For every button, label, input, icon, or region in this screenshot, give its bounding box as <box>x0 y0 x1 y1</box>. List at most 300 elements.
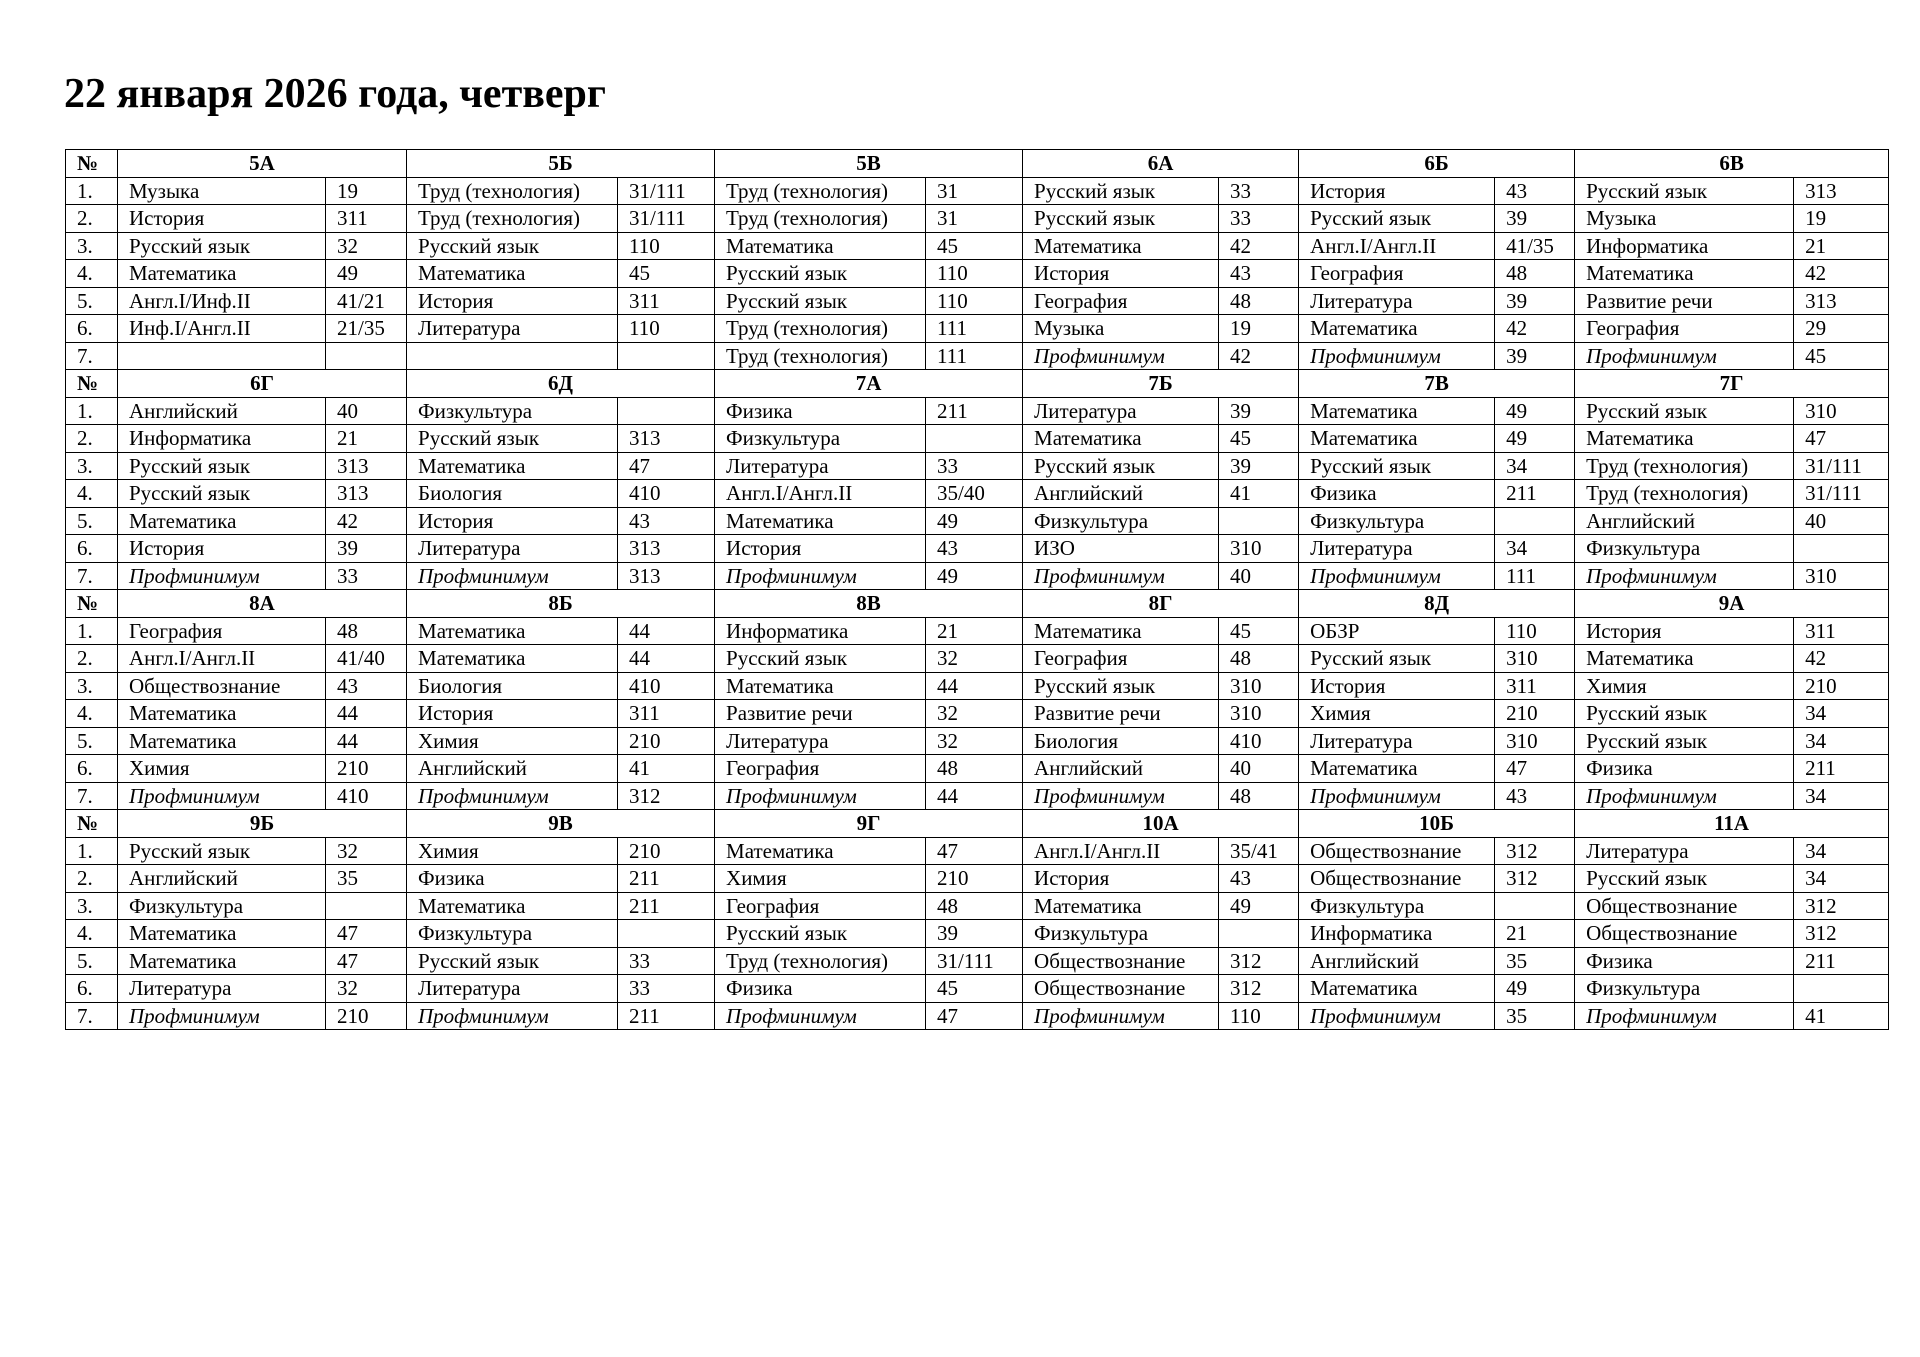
subject-cell: Профминимум <box>1575 782 1794 810</box>
room-cell: 32 <box>326 232 407 260</box>
lesson-row <box>66 535 1889 563</box>
subject-cell: Литература <box>1575 837 1794 865</box>
room-cell: 32 <box>926 645 1023 673</box>
subject-cell: Профминимум <box>715 782 926 810</box>
room-cell: 31/111 <box>1794 452 1889 480</box>
subject-cell: Профминимум <box>1575 1002 1794 1030</box>
class-name-header: 7А <box>715 370 1023 398</box>
room-cell: 41/40 <box>326 645 407 673</box>
subject-cell: История <box>1299 672 1495 700</box>
room-cell: 45 <box>1794 342 1889 370</box>
room-cell: 312 <box>1794 892 1889 920</box>
subject-cell: История <box>407 507 618 535</box>
room-cell: 33 <box>326 562 407 590</box>
subject-cell: Профминимум <box>1299 562 1495 590</box>
subject-cell: Информатика <box>1575 232 1794 260</box>
lesson-row <box>66 920 1889 948</box>
subject-cell: Обществознание <box>1299 837 1495 865</box>
room-cell: 313 <box>1794 177 1889 205</box>
class-name-header: 6Г <box>118 370 407 398</box>
subject-cell: Английский <box>1023 755 1219 783</box>
room-cell <box>1495 507 1575 535</box>
lesson-row <box>66 892 1889 920</box>
lesson-number: 3. <box>66 232 118 260</box>
lesson-number: 2. <box>66 645 118 673</box>
subject-cell: Математика <box>407 645 618 673</box>
subject-cell: Математика <box>118 727 326 755</box>
subject-cell: Русский язык <box>715 920 926 948</box>
room-cell: 21 <box>1794 232 1889 260</box>
subject-cell: Труд (технология) <box>715 315 926 343</box>
lesson-row <box>66 837 1889 865</box>
room-cell: 110 <box>926 287 1023 315</box>
room-cell: 111 <box>926 315 1023 343</box>
subject-cell: Русский язык <box>1023 672 1219 700</box>
subject-cell: Физкультура <box>1299 507 1495 535</box>
subject-cell: Математика <box>1023 232 1219 260</box>
subject-cell: Информатика <box>118 425 326 453</box>
room-cell <box>1794 535 1889 563</box>
room-cell: 211 <box>1495 480 1575 508</box>
subject-cell: Русский язык <box>1299 452 1495 480</box>
lesson-number: 6. <box>66 315 118 343</box>
subject-cell: Биология <box>1023 727 1219 755</box>
subject-cell: Английский <box>118 865 326 893</box>
class-name-header: 10А <box>1023 810 1299 838</box>
lesson-number: 5. <box>66 947 118 975</box>
room-cell: 210 <box>326 755 407 783</box>
room-cell: 45 <box>618 260 715 288</box>
subject-cell: Литература <box>1299 535 1495 563</box>
lesson-number: 4. <box>66 480 118 508</box>
room-cell: 21/35 <box>326 315 407 343</box>
class-name-header: 5А <box>118 150 407 178</box>
subject-cell: Математика <box>118 920 326 948</box>
subject-cell: Физика <box>1575 947 1794 975</box>
subject-cell: Химия <box>118 755 326 783</box>
subject-cell: Профминимум <box>1023 1002 1219 1030</box>
lesson-number: 3. <box>66 892 118 920</box>
room-cell: 312 <box>1219 975 1299 1003</box>
room-cell: 44 <box>926 672 1023 700</box>
class-name-header: 10Б <box>1299 810 1575 838</box>
subject-cell: Русский язык <box>118 480 326 508</box>
subject-cell: Математика <box>1575 425 1794 453</box>
room-cell: 39 <box>1495 205 1575 233</box>
room-cell: 111 <box>926 342 1023 370</box>
subject-cell: Английский <box>1575 507 1794 535</box>
room-cell: 410 <box>618 672 715 700</box>
subject-cell: Физкультура <box>715 425 926 453</box>
room-cell <box>326 892 407 920</box>
subject-cell: Литература <box>407 975 618 1003</box>
subject-cell: Английский <box>1299 947 1495 975</box>
subject-cell: Профминимум <box>407 1002 618 1030</box>
subject-cell: Развитие речи <box>1575 287 1794 315</box>
subject-cell: Труд (технология) <box>715 342 926 370</box>
room-cell <box>926 425 1023 453</box>
subject-cell: Русский язык <box>1023 177 1219 205</box>
subject-cell: Труд (технология) <box>715 947 926 975</box>
subject-cell: Профминимум <box>715 1002 926 1030</box>
subject-cell <box>407 342 618 370</box>
room-cell: 41/35 <box>1495 232 1575 260</box>
room-cell <box>1219 920 1299 948</box>
room-cell: 410 <box>618 480 715 508</box>
subject-cell: Профминимум <box>1575 342 1794 370</box>
subject-cell: Труд (технология) <box>407 205 618 233</box>
room-cell: 42 <box>1219 232 1299 260</box>
subject-cell: Физика <box>1299 480 1495 508</box>
room-cell: 310 <box>1219 700 1299 728</box>
room-cell: 48 <box>326 617 407 645</box>
room-cell: 45 <box>926 975 1023 1003</box>
room-cell: 313 <box>326 480 407 508</box>
room-cell: 48 <box>1219 287 1299 315</box>
subject-cell: Обществознание <box>1575 892 1794 920</box>
class-name-header: 11А <box>1575 810 1889 838</box>
subject-cell: ОБЗР <box>1299 617 1495 645</box>
subject-cell: Профминимум <box>1575 562 1794 590</box>
room-cell: 19 <box>1794 205 1889 233</box>
lesson-number: 4. <box>66 700 118 728</box>
room-cell: 48 <box>926 892 1023 920</box>
lesson-row <box>66 287 1889 315</box>
subject-cell: Русский язык <box>1299 645 1495 673</box>
room-cell: 47 <box>1495 755 1575 783</box>
subject-cell: Химия <box>1299 700 1495 728</box>
subject-cell: Литература <box>715 727 926 755</box>
room-cell: 210 <box>1495 700 1575 728</box>
room-cell: 211 <box>926 397 1023 425</box>
subject-cell: Математика <box>1575 260 1794 288</box>
room-cell: 48 <box>926 755 1023 783</box>
subject-cell: Англ.I/Англ.II <box>118 645 326 673</box>
subject-cell: Профминимум <box>1299 782 1495 810</box>
subject-cell: Математика <box>407 617 618 645</box>
room-cell: 32 <box>326 837 407 865</box>
class-header-row <box>66 810 1889 838</box>
room-cell: 311 <box>1794 617 1889 645</box>
subject-cell: Музыка <box>1023 315 1219 343</box>
room-cell: 210 <box>1794 672 1889 700</box>
room-cell: 313 <box>1794 287 1889 315</box>
subject-cell: Математика <box>715 507 926 535</box>
lesson-number: 7. <box>66 342 118 370</box>
room-cell: 310 <box>1219 672 1299 700</box>
subject-cell: Обществознание <box>118 672 326 700</box>
subject-cell: Математика <box>1575 645 1794 673</box>
lesson-number: 2. <box>66 205 118 233</box>
room-cell: 49 <box>1495 975 1575 1003</box>
lesson-number: 6. <box>66 755 118 783</box>
subject-cell: География <box>1023 287 1219 315</box>
subject-cell: Англ.I/Англ.II <box>715 480 926 508</box>
room-cell: 211 <box>618 1002 715 1030</box>
room-cell: 42 <box>1219 342 1299 370</box>
schedule-table <box>65 149 1889 1030</box>
subject-cell: Математика <box>1299 755 1495 783</box>
room-cell: 311 <box>1495 672 1575 700</box>
room-cell: 34 <box>1794 837 1889 865</box>
subject-cell: Математика <box>118 260 326 288</box>
room-cell: 41 <box>1794 1002 1889 1030</box>
lesson-number: 1. <box>66 177 118 205</box>
subject-cell: Физика <box>715 975 926 1003</box>
subject-cell: Русский язык <box>1575 700 1794 728</box>
room-cell: 311 <box>618 700 715 728</box>
room-cell: 47 <box>926 1002 1023 1030</box>
subject-cell: Профминимум <box>407 782 618 810</box>
subject-cell: Профминимум <box>118 562 326 590</box>
room-cell: 31/111 <box>618 177 715 205</box>
room-cell: 110 <box>1219 1002 1299 1030</box>
subject-cell: Профминимум <box>1023 562 1219 590</box>
lesson-row <box>66 177 1889 205</box>
room-cell: 34 <box>1495 535 1575 563</box>
subject-cell: Литература <box>118 975 326 1003</box>
subject-cell: Физкультура <box>1023 507 1219 535</box>
subject-cell: Профминимум <box>1023 782 1219 810</box>
subject-cell: Физкультура <box>1023 920 1219 948</box>
lesson-row <box>66 617 1889 645</box>
subject-cell: Биология <box>407 480 618 508</box>
room-cell: 210 <box>618 837 715 865</box>
room-cell: 33 <box>1219 177 1299 205</box>
class-name-header: 7В <box>1299 370 1575 398</box>
subject-cell: Труд (технология) <box>715 177 926 205</box>
subject-cell: Математика <box>1299 975 1495 1003</box>
room-cell: 21 <box>326 425 407 453</box>
room-cell: 34 <box>1794 727 1889 755</box>
room-cell: 33 <box>926 452 1023 480</box>
room-cell: 310 <box>1495 727 1575 755</box>
room-cell: 34 <box>1794 700 1889 728</box>
subject-cell: История <box>1023 865 1219 893</box>
room-cell: 210 <box>618 727 715 755</box>
lesson-number: 4. <box>66 260 118 288</box>
subject-cell: Обществознание <box>1575 920 1794 948</box>
room-cell: 19 <box>1219 315 1299 343</box>
room-cell: 312 <box>1794 920 1889 948</box>
subject-cell: Физкультура <box>118 892 326 920</box>
subject-cell: Профминимум <box>1299 1002 1495 1030</box>
room-cell: 210 <box>326 1002 407 1030</box>
room-cell: 110 <box>618 315 715 343</box>
subject-cell: Физкультура <box>1575 975 1794 1003</box>
subject-cell: Физика <box>407 865 618 893</box>
room-cell: 45 <box>926 232 1023 260</box>
class-name-header: 9А <box>1575 590 1889 618</box>
room-cell: 110 <box>926 260 1023 288</box>
subject-cell: Литература <box>407 535 618 563</box>
class-name-header: 6Б <box>1299 150 1575 178</box>
room-cell: 310 <box>1495 645 1575 673</box>
room-cell: 31/111 <box>1794 480 1889 508</box>
room-cell: 31/111 <box>926 947 1023 975</box>
room-cell: 312 <box>618 782 715 810</box>
class-name-header: 9Б <box>118 810 407 838</box>
room-cell <box>1219 507 1299 535</box>
class-name-header: 8Д <box>1299 590 1575 618</box>
subject-cell: Химия <box>715 865 926 893</box>
lesson-row <box>66 452 1889 480</box>
subject-cell: Русский язык <box>407 947 618 975</box>
subject-cell: Физкультура <box>1575 535 1794 563</box>
lesson-row <box>66 205 1889 233</box>
room-cell: 33 <box>618 975 715 1003</box>
subject-cell: Химия <box>1575 672 1794 700</box>
room-cell <box>1495 892 1575 920</box>
room-cell: 44 <box>618 645 715 673</box>
lesson-number: 4. <box>66 920 118 948</box>
lesson-row <box>66 727 1889 755</box>
room-cell: 35 <box>1495 1002 1575 1030</box>
class-name-header: 9Г <box>715 810 1023 838</box>
room-cell: 48 <box>1219 782 1299 810</box>
room-cell: 31/111 <box>618 205 715 233</box>
subject-cell: Математика <box>118 507 326 535</box>
subject-cell: География <box>715 755 926 783</box>
class-name-header: 7Б <box>1023 370 1299 398</box>
lesson-row <box>66 425 1889 453</box>
lesson-row <box>66 232 1889 260</box>
room-cell: 47 <box>926 837 1023 865</box>
room-cell: 410 <box>326 782 407 810</box>
room-cell: 34 <box>1495 452 1575 480</box>
room-cell: 35 <box>1495 947 1575 975</box>
subject-cell: Математика <box>1023 892 1219 920</box>
subject-cell: Физика <box>715 397 926 425</box>
room-cell: 45 <box>1219 425 1299 453</box>
room-cell: 40 <box>326 397 407 425</box>
subject-cell: Физика <box>1575 755 1794 783</box>
subject-cell: Труд (технология) <box>407 177 618 205</box>
subject-cell: Русский язык <box>715 287 926 315</box>
subject-cell: Русский язык <box>1299 205 1495 233</box>
subject-cell: Инф.I/Англ.II <box>118 315 326 343</box>
subject-cell: География <box>715 892 926 920</box>
room-cell: 211 <box>618 865 715 893</box>
room-cell: 47 <box>1794 425 1889 453</box>
room-cell: 311 <box>618 287 715 315</box>
subject-cell: Математика <box>407 452 618 480</box>
lesson-row <box>66 947 1889 975</box>
subject-cell: Музыка <box>118 177 326 205</box>
class-name-header: 6Д <box>407 370 715 398</box>
subject-cell: Англ.I/Инф.II <box>118 287 326 315</box>
subject-cell: История <box>1299 177 1495 205</box>
subject-cell: Развитие речи <box>715 700 926 728</box>
room-cell: 21 <box>926 617 1023 645</box>
room-cell: 42 <box>326 507 407 535</box>
class-header-row <box>66 150 1889 178</box>
subject-cell: Физкультура <box>1299 892 1495 920</box>
subject-cell: Математика <box>715 672 926 700</box>
room-cell: 32 <box>926 727 1023 755</box>
subject-cell: Обществознание <box>1023 947 1219 975</box>
subject-cell: Русский язык <box>407 232 618 260</box>
room-cell <box>1794 975 1889 1003</box>
room-cell: 42 <box>1495 315 1575 343</box>
subject-cell: Литература <box>407 315 618 343</box>
room-cell: 43 <box>1219 865 1299 893</box>
room-cell: 312 <box>1495 837 1575 865</box>
room-cell: 410 <box>1219 727 1299 755</box>
room-cell: 40 <box>1219 755 1299 783</box>
subject-cell: История <box>118 205 326 233</box>
subject-cell: Русский язык <box>715 260 926 288</box>
subject-cell: История <box>1575 617 1794 645</box>
subject-cell: Математика <box>715 837 926 865</box>
subject-cell: Музыка <box>1575 205 1794 233</box>
lesson-number: 3. <box>66 452 118 480</box>
room-cell: 19 <box>326 177 407 205</box>
lesson-row <box>66 397 1889 425</box>
subject-cell: География <box>1299 260 1495 288</box>
subject-cell <box>118 342 326 370</box>
subject-cell: География <box>1023 645 1219 673</box>
subject-cell: Математика <box>1299 425 1495 453</box>
room-cell: 39 <box>1495 287 1575 315</box>
subject-cell: Физкультура <box>407 397 618 425</box>
subject-cell: Физкультура <box>407 920 618 948</box>
room-cell: 47 <box>326 947 407 975</box>
subject-cell: Математика <box>118 700 326 728</box>
lesson-row <box>66 260 1889 288</box>
room-cell: 42 <box>1794 260 1889 288</box>
lesson-number: 2. <box>66 865 118 893</box>
lesson-number: 5. <box>66 727 118 755</box>
room-cell: 39 <box>1495 342 1575 370</box>
room-cell: 34 <box>1794 865 1889 893</box>
class-name-header: 8В <box>715 590 1023 618</box>
subject-cell: Русский язык <box>715 645 926 673</box>
room-cell: 310 <box>1219 535 1299 563</box>
subject-cell: Профминимум <box>118 782 326 810</box>
class-name-header: 9В <box>407 810 715 838</box>
room-cell: 44 <box>926 782 1023 810</box>
subject-cell: Русский язык <box>1575 177 1794 205</box>
room-cell: 32 <box>326 975 407 1003</box>
subject-cell: Труд (технология) <box>1575 452 1794 480</box>
room-cell: 310 <box>1794 397 1889 425</box>
subject-cell: Русский язык <box>1575 397 1794 425</box>
class-header-row <box>66 590 1889 618</box>
subject-cell: Математика <box>1023 617 1219 645</box>
subject-cell: Литература <box>1299 727 1495 755</box>
room-cell: 44 <box>326 727 407 755</box>
room-cell: 43 <box>618 507 715 535</box>
room-cell: 41/21 <box>326 287 407 315</box>
subject-cell: Труд (технология) <box>1575 480 1794 508</box>
subject-cell: История <box>715 535 926 563</box>
subject-cell: История <box>118 535 326 563</box>
lesson-number: 6. <box>66 535 118 563</box>
subject-cell: Математика <box>1023 425 1219 453</box>
subject-cell: Химия <box>407 727 618 755</box>
lesson-number-header: № <box>66 370 118 398</box>
room-cell: 39 <box>926 920 1023 948</box>
lesson-row <box>66 507 1889 535</box>
subject-cell: Информатика <box>1299 920 1495 948</box>
room-cell: 110 <box>618 232 715 260</box>
subject-cell: История <box>407 700 618 728</box>
class-header-row <box>66 370 1889 398</box>
room-cell: 43 <box>926 535 1023 563</box>
room-cell: 49 <box>926 562 1023 590</box>
room-cell: 47 <box>618 452 715 480</box>
